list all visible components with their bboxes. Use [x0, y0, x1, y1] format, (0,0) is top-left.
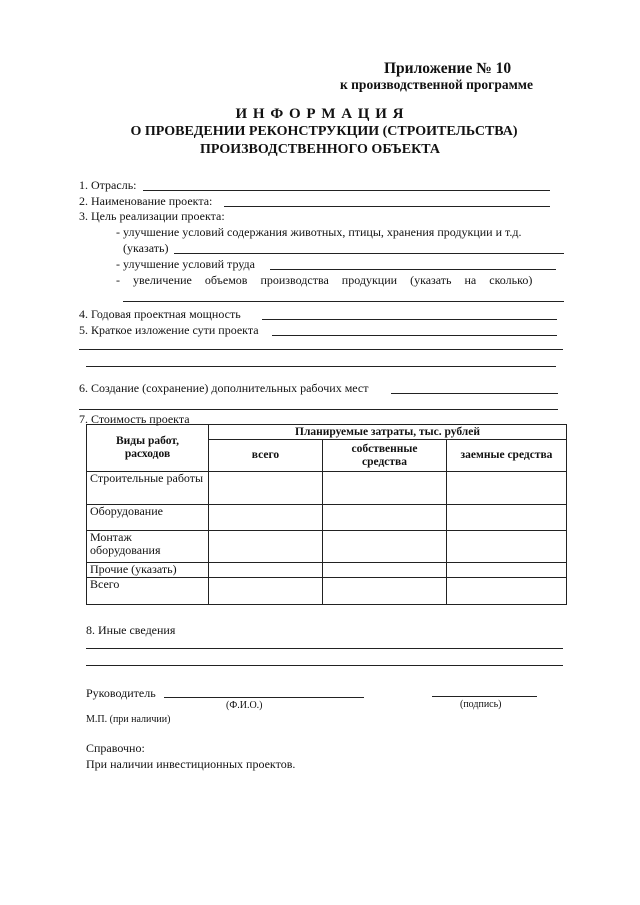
doc-title-line3: ПРОИЗВОДСТВЕННОГО ОБЪЕКТА	[200, 142, 440, 157]
item-jobs-label: 6. Создание (сохранение) дополнительных рабочих мест	[79, 381, 369, 395]
cell-loan[interactable]	[447, 505, 567, 531]
row-label: Монтаж оборудования	[87, 531, 209, 563]
summary-field-line1[interactable]	[272, 335, 557, 336]
cost-table	[86, 424, 567, 605]
col-header-work-type: Виды работ, расходов	[87, 425, 209, 472]
appendix-subtitle: к производственной программе	[340, 77, 533, 92]
appendix-number: Приложение № 10	[384, 60, 512, 77]
doc-title-line2: О ПРОВЕДЕНИИ РЕКОНСТРУКЦИИ (СТРОИТЕЛЬСТВА)	[130, 124, 518, 139]
fio-caption: (Ф.И.О.)	[226, 700, 263, 711]
production-increase-field[interactable]	[123, 301, 564, 302]
cell-loan[interactable]	[447, 531, 567, 563]
cell-total[interactable]	[209, 531, 323, 563]
table-row	[87, 505, 567, 531]
head-label: Руководитель	[86, 686, 156, 700]
cell-loan[interactable]	[447, 578, 567, 605]
col-header-total: всего	[209, 440, 323, 472]
item-goal-label: 3. Цель реализации проекта:	[79, 209, 225, 223]
cell-loan[interactable]	[447, 472, 567, 505]
cell-total[interactable]	[209, 505, 323, 531]
conditions-specify-field[interactable]	[174, 253, 564, 254]
jobs-field-line2[interactable]	[79, 409, 558, 410]
summary-field-line2[interactable]	[79, 349, 563, 350]
item-summary-label: 5. Краткое изложение сути проекта	[79, 323, 259, 337]
col-header-own-funds: собственные средства	[323, 440, 447, 472]
cell-total[interactable]	[209, 578, 323, 605]
labor-conditions-field[interactable]	[270, 269, 556, 270]
signature-caption: (подпись)	[460, 699, 502, 710]
industry-field[interactable]	[143, 190, 550, 191]
cell-own[interactable]	[323, 563, 447, 578]
item-other-info-label: 8. Иные сведения	[86, 623, 176, 637]
row-label: Строительные работы	[87, 472, 209, 505]
col-header-planned-costs: Планируемые затраты, тыс. рублей	[209, 425, 567, 440]
row-label: Всего	[87, 578, 209, 605]
item-cost-label: 7. Стоимость проекта	[79, 412, 190, 426]
reference-text: При наличии инвестиционных проектов.	[86, 757, 296, 771]
table-row	[87, 531, 567, 563]
cell-own[interactable]	[323, 505, 447, 531]
table-row	[87, 578, 567, 605]
col-header-loan-funds: заемные средства	[447, 440, 567, 472]
project-name-field[interactable]	[224, 206, 550, 207]
other-info-field-line2[interactable]	[86, 665, 563, 666]
cell-own[interactable]	[323, 531, 447, 563]
stamp-label: М.П. (при наличии)	[86, 714, 171, 725]
capacity-field[interactable]	[262, 319, 557, 320]
other-info-field-line1[interactable]	[86, 648, 563, 649]
reference-label: Справочно:	[86, 741, 145, 755]
goal-option-conditions: - улучшение условий содержания животных, птицы, хранения продукции и т.д.	[116, 225, 522, 239]
cell-own[interactable]	[323, 472, 447, 505]
cell-total[interactable]	[209, 472, 323, 505]
item-project-name-label: 2. Наименование проекта:	[79, 194, 213, 208]
row-label: Оборудование	[87, 505, 209, 531]
row-label: Прочие (указать)	[87, 563, 209, 578]
signature-field[interactable]	[432, 696, 537, 697]
cell-loan[interactable]	[447, 563, 567, 578]
goal-option-conditions-specify: (указать)	[123, 241, 169, 255]
summary-field-line3[interactable]	[86, 366, 556, 367]
table-row	[87, 472, 567, 505]
item-industry-label: 1. Отрасль:	[79, 178, 137, 192]
goal-option-production: - увеличение объемов производства продукции (указать на сколько)	[116, 273, 533, 287]
head-name-field[interactable]	[164, 697, 364, 698]
cell-total[interactable]	[209, 563, 323, 578]
doc-title-line1: И Н Ф О Р М А Ц И Я	[235, 106, 405, 122]
table-row	[87, 563, 567, 578]
item-capacity-label: 4. Годовая проектная мощность	[79, 307, 241, 321]
goal-option-labor: - улучшение условий труда	[116, 257, 255, 271]
jobs-field-line1[interactable]	[391, 393, 558, 394]
cell-own[interactable]	[323, 578, 447, 605]
